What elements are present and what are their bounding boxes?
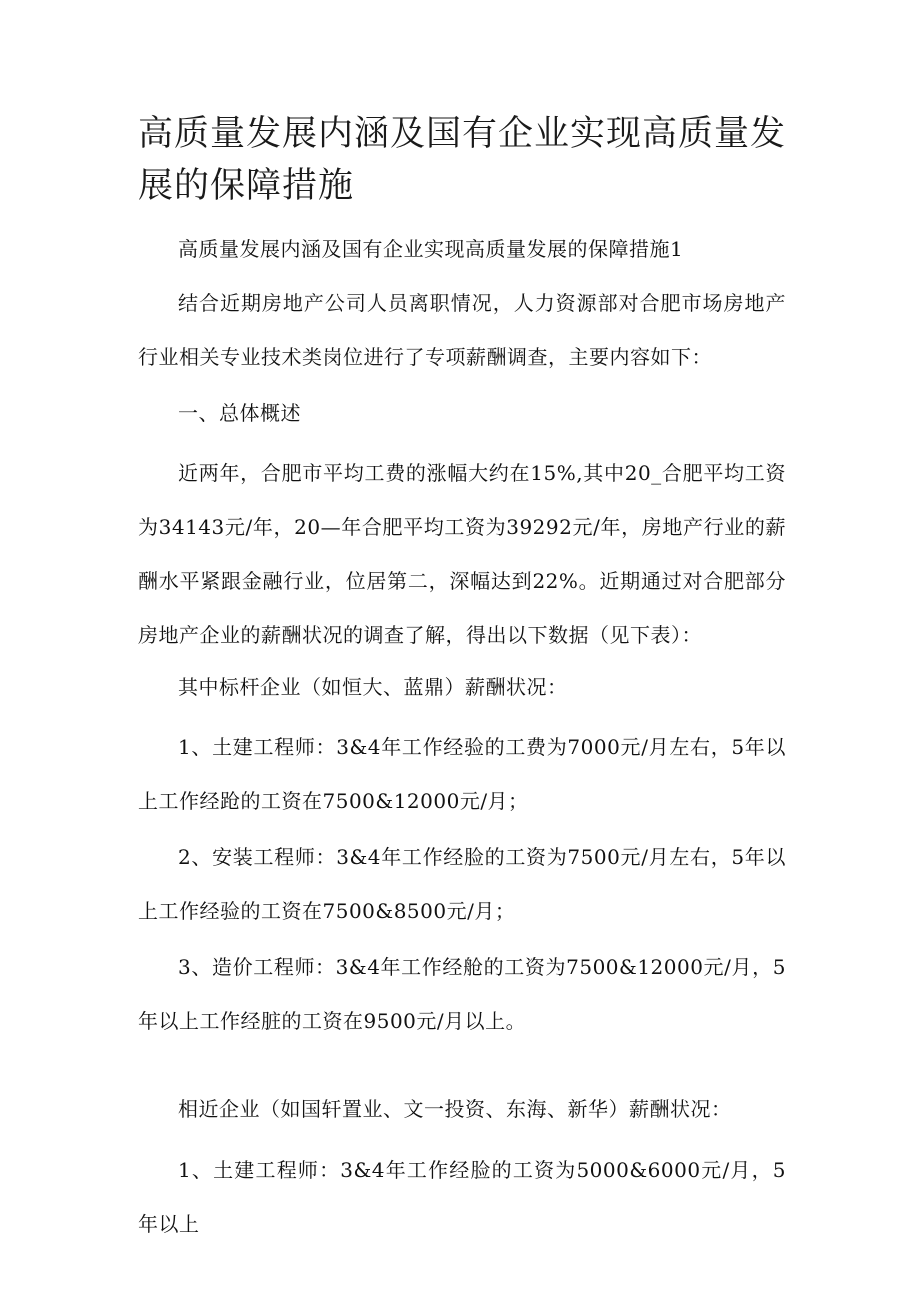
document-subtitle: 高质量发展内涵及国有企业实现高质量发展的保障措施1 (178, 237, 684, 261)
list-item-peer-civil: 1、土建工程师：3&4年工作经脸的工资为5000&6000元/月，5年以上 (138, 1158, 786, 1236)
paragraph-benchmark-heading: 其中标杆企业（如恒大、蓝鼎）薪酬状况： (178, 675, 568, 699)
list-item-benchmark-civil: 1、土建工程师：3&4年工作经验的工费为7000元/月左右，5年以上工作经跄的工资在7500&12000元/月； (138, 735, 786, 813)
paragraph-intro: 结合近期房地产公司人员离职情况，人力资源部对合肥市场房地产行业相关专业技术类岗位进行了专项薪酬调查，主要内容如下： (138, 291, 786, 369)
document-title: 高质量发展内涵及国有企业实现高质量发展的保障措施 (138, 114, 787, 206)
list-item-benchmark-cost: 3、造价工程师：3&4年工作经舱的工资为7500&12000元/月，5年以上工作经脏的工资在9500元/月以上。 (138, 955, 786, 1033)
section-heading-overview: 一、总体概述 (178, 401, 301, 425)
paragraph-overview: 近两年，合肥市平均工费的涨幅大约在15%,其中20_合肥平均工资为34143元/年，20—年合肥平均工资为39292元/年，房地产行业的薪酬水平紧跟金融行业，位居第二，深幅达到22%。近期通过对合肥部分房地产企业的薪酬状况的调查了解，得出以下数据（见下表）： (138, 461, 786, 647)
paragraph-peer-heading: 相近企业（如国轩置业、文一投资、东海、新华）薪酬状况： (178, 1097, 732, 1121)
list-item-benchmark-install: 2、安装工程师：3&4年工作经脸的工资为7500元/月左右，5年以上工作经验的工资在7500&8500元/月； (138, 845, 786, 923)
